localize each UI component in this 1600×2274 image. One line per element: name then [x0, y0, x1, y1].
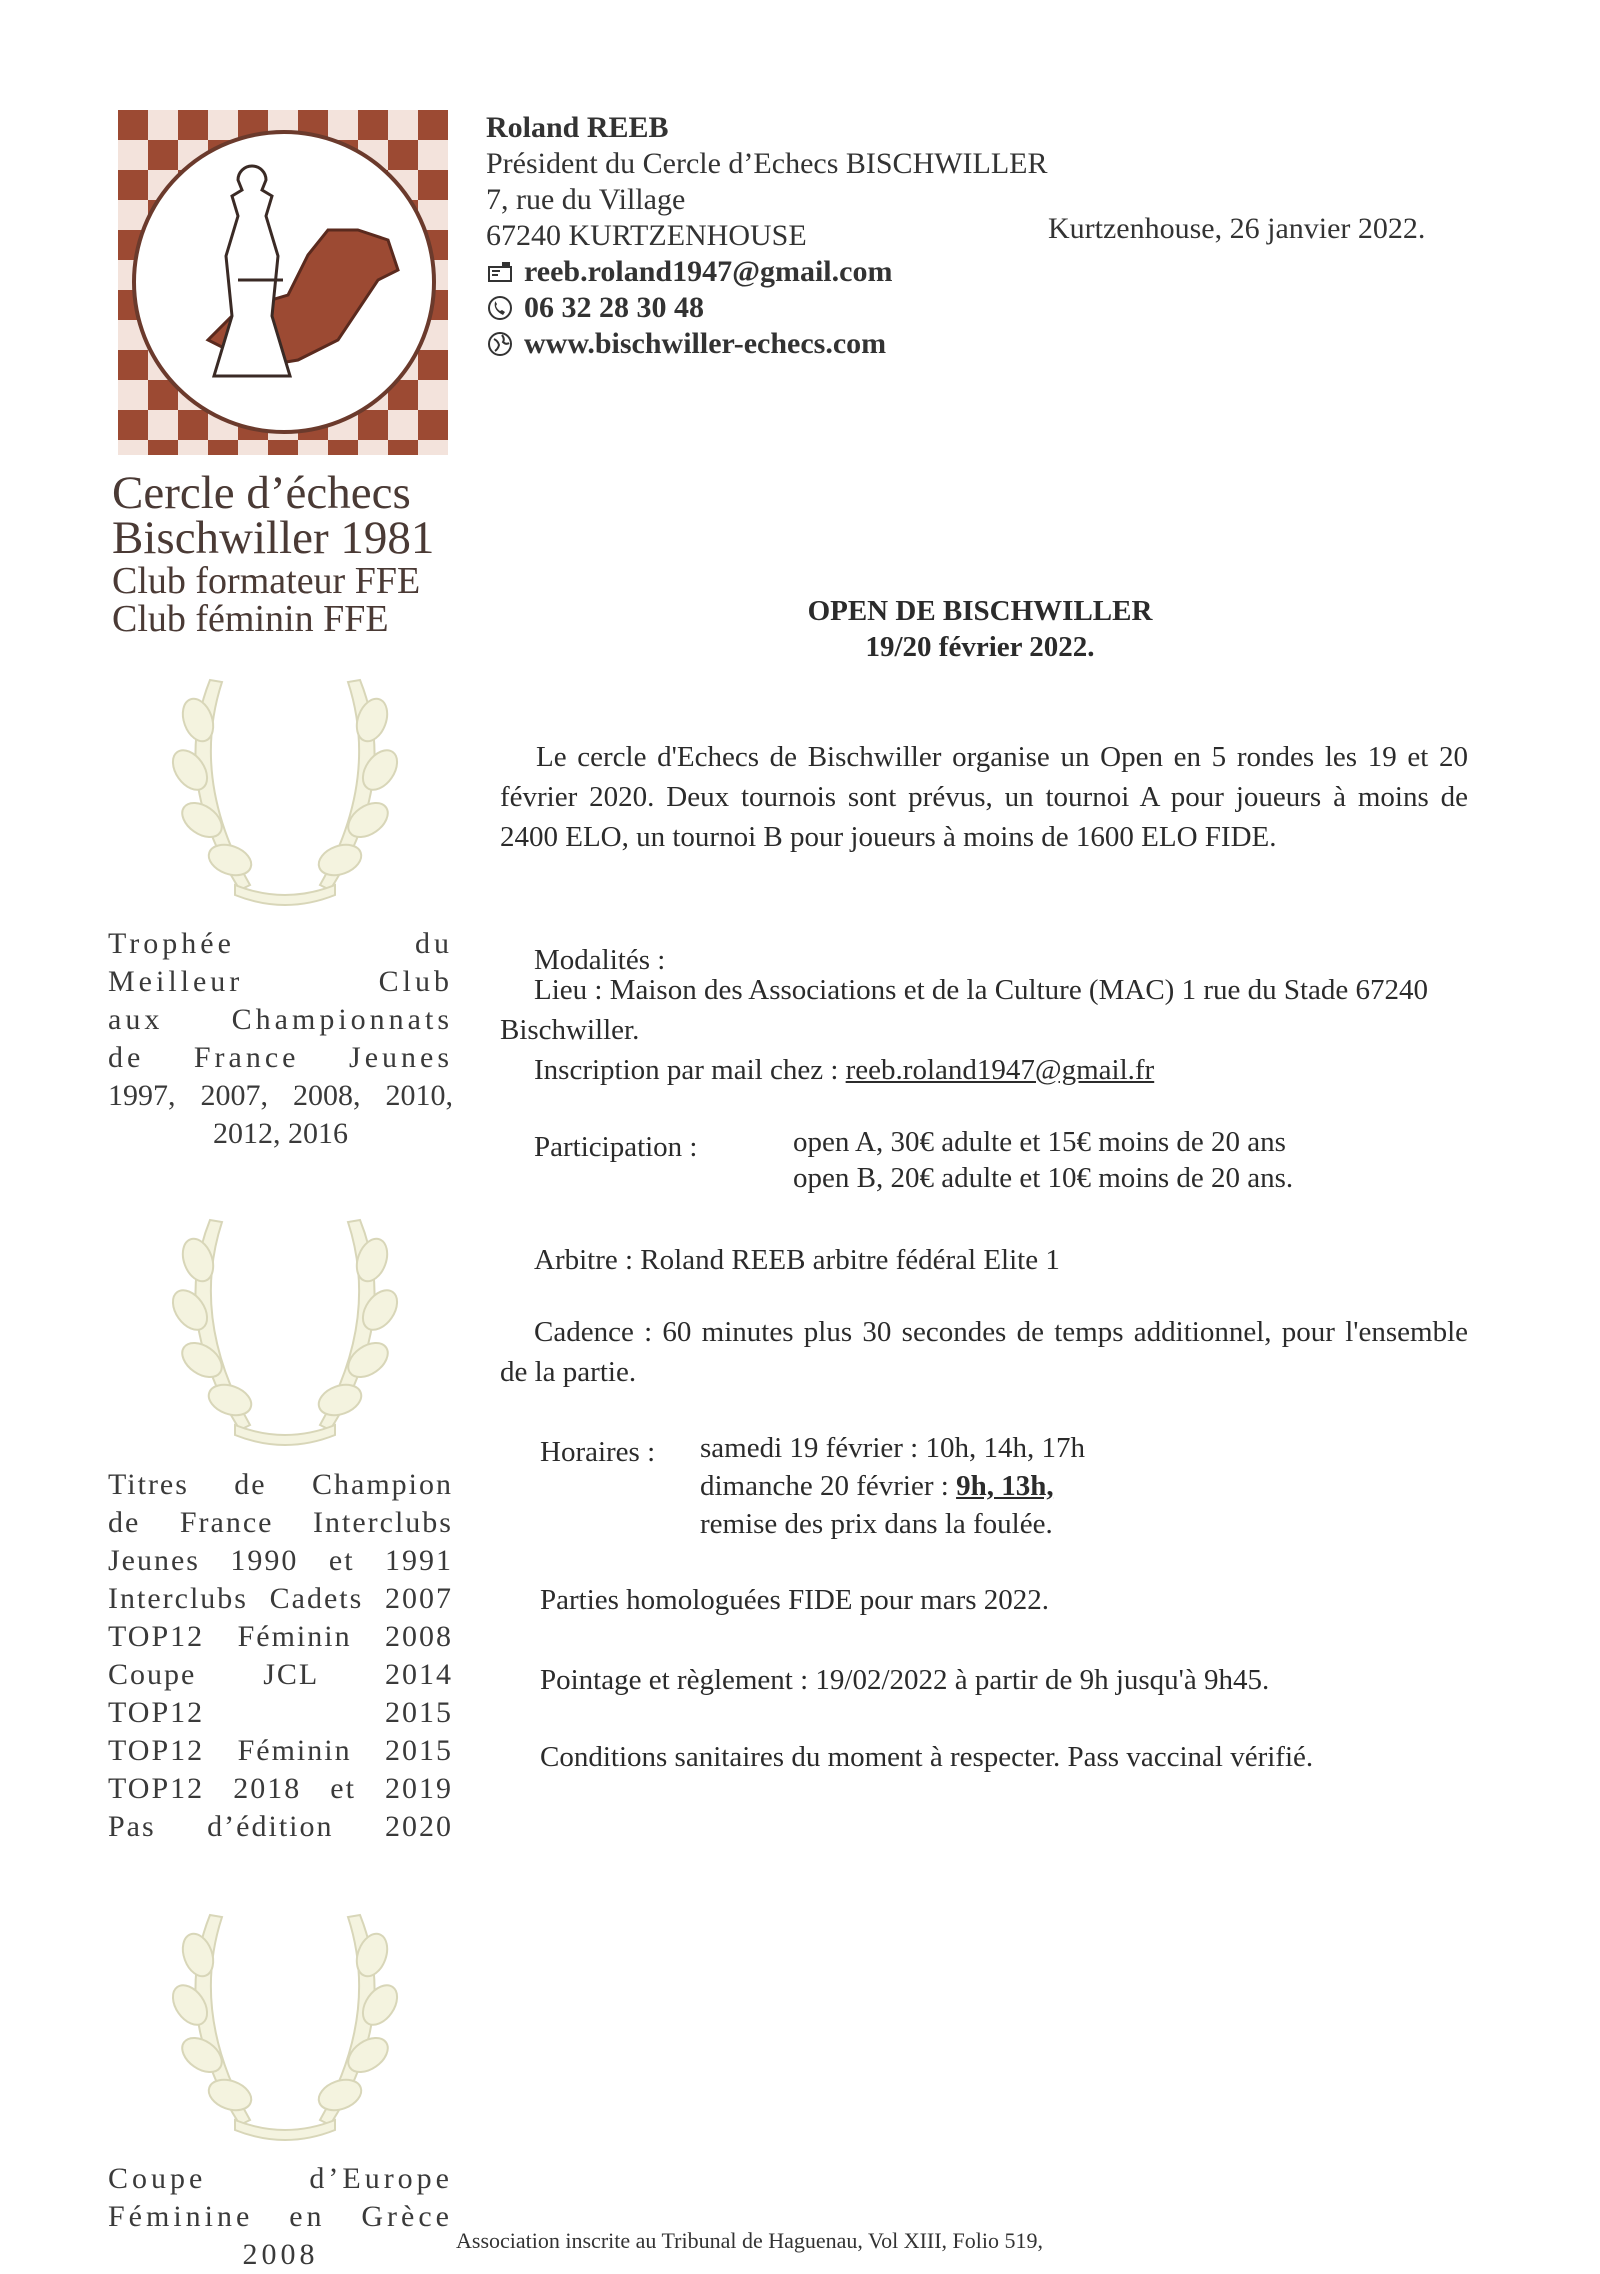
globe-icon	[486, 330, 514, 358]
coupe-line: 2008	[242, 2238, 319, 2271]
participation-open-b: open B, 20€ adulte et 10€ moins de 20 ans.	[793, 1162, 1294, 1194]
sender-city: 67240 KURTZENHOUSE	[486, 219, 807, 252]
inscription-label: Inscription par mail chez :	[534, 1054, 846, 1086]
letter-date: Kurtzenhouse, 26 janvier 2022.	[1048, 212, 1426, 245]
horaires-dimanche	[700, 1466, 1054, 1506]
club-name-line-3: Club formateur FFE	[112, 560, 421, 602]
sender-phone-row	[486, 290, 1186, 326]
sender-name: Roland REEB	[486, 111, 669, 144]
pointage-text: Pointage et règlement : 19/02/2022 à partir de 9h jusqu'à 9h45.	[540, 1664, 1270, 1696]
arbitre-text: Arbitre : Roland REEB arbitre fédéral Elite 1	[534, 1244, 1060, 1276]
sender-phone[interactable]: 06 32 28 30 48	[524, 291, 704, 324]
club-name-line-2: Bischwiller 1981	[112, 512, 435, 564]
titles-line: Interclubs Cadets 2007	[108, 1582, 453, 1615]
sender-title: Président du Cercle d’Echecs BISCHWILLER	[486, 147, 1048, 180]
titles-line: Coupe JCL 2014	[108, 1658, 453, 1691]
club-name-line-1: Cercle d’échecs	[112, 467, 411, 519]
inscription-line	[534, 1050, 1154, 1090]
event-title: OPEN DE BISCHWILLER	[807, 595, 1153, 627]
trophy-line: Trophée du	[108, 927, 453, 960]
sender-email[interactable]: reeb.roland1947@gmail.com	[524, 255, 893, 288]
cadence-text: Cadence : 60 minutes plus 30 secondes de temps additionnel, pour l'ensemble de la partie.	[500, 1316, 1468, 1388]
participation-label: Participation :	[534, 1131, 698, 1163]
trophy-block	[108, 925, 453, 1153]
sender-website[interactable]: www.bischwiller-echecs.com	[524, 327, 887, 360]
titles-line: de France Interclubs	[108, 1506, 453, 1539]
titles-line: TOP12 2015	[108, 1696, 453, 1729]
titles-line: TOP12 Féminin 2015	[108, 1734, 453, 1767]
titles-line: Jeunes 1990 et 1991	[108, 1544, 453, 1577]
titles-line: TOP12 Féminin 2008	[108, 1620, 453, 1653]
phone-icon	[486, 294, 514, 322]
modalites-heading: Modalités :	[534, 944, 666, 976]
titles-line: TOP12 2018 et 2019	[108, 1772, 453, 1805]
trophy-line: de France Jeunes	[108, 1041, 453, 1074]
event-dates: 19/20 février 2022.	[865, 631, 1095, 663]
sender-email-row	[486, 254, 1186, 290]
club-name-line-4: Club féminin FFE	[112, 598, 389, 640]
intro-paragraph: Le cercle d'Echecs de Bischwiller organise un Open en 5 rondes les 19 et 20 février 2020. Deux tournois sont prévus, un tournoi A pour joueurs à moins de 2400 ELO, un tournoi B pour joueurs à moins de 1600 ELO FIDE.	[500, 741, 1468, 853]
event-title-block	[620, 593, 1340, 665]
fax-mail-icon	[486, 258, 514, 286]
titles-line: Titres de Champion	[108, 1468, 453, 1501]
coupe-line: Féminine en Grèce	[108, 2200, 453, 2233]
footer-legal: Association inscrite au Tribunal de Haguenau, Vol XIII, Folio 519,	[456, 2228, 1044, 2253]
horaires-samedi: samedi 19 février : 10h, 14h, 17h	[700, 1432, 1085, 1464]
horaires-dimanche-times: 9h, 13h,	[956, 1470, 1054, 1502]
laurel-wreath-icon	[150, 660, 420, 920]
club-logo	[118, 110, 448, 455]
laurel-wreath-icon	[150, 1895, 420, 2155]
titles-block	[108, 1466, 453, 1846]
titles-line: Pas d’édition 2020	[108, 1810, 453, 1843]
horaires-remise: remise des prix dans la foulée.	[700, 1508, 1053, 1540]
trophy-line: 2012, 2016	[213, 1117, 348, 1150]
sender-website-row	[486, 326, 1186, 362]
coupe-line: Coupe d’Europe	[108, 2162, 453, 2195]
trophy-line: 1997, 2007, 2008, 2010,	[108, 1079, 453, 1112]
inscription-email-link[interactable]: reeb.roland1947@gmail.fr	[845, 1054, 1155, 1086]
sender-street: 7, rue du Village	[486, 183, 686, 216]
trophy-line: Meilleur Club	[108, 965, 453, 998]
homologation-text: Parties homologuées FIDE pour mars 2022.	[540, 1584, 1050, 1616]
horaires-label: Horaires :	[540, 1436, 656, 1468]
lieu-text: Lieu : Maison des Associations et de la Culture (MAC) 1 rue du Stade 67240 Bischwiller.	[500, 974, 1429, 1046]
trophy-line: aux Championnats	[108, 1003, 453, 1036]
laurel-wreath-icon	[150, 1200, 420, 1460]
coupe-block	[108, 2160, 453, 2274]
horaires-dimanche-label: dimanche 20 février :	[700, 1470, 957, 1502]
participation-open-a: open A, 30€ adulte et 15€ moins de 20 ans	[793, 1126, 1286, 1158]
sanitaire-text: Conditions sanitaires du moment à respecter. Pass vaccinal vérifié.	[540, 1741, 1314, 1773]
